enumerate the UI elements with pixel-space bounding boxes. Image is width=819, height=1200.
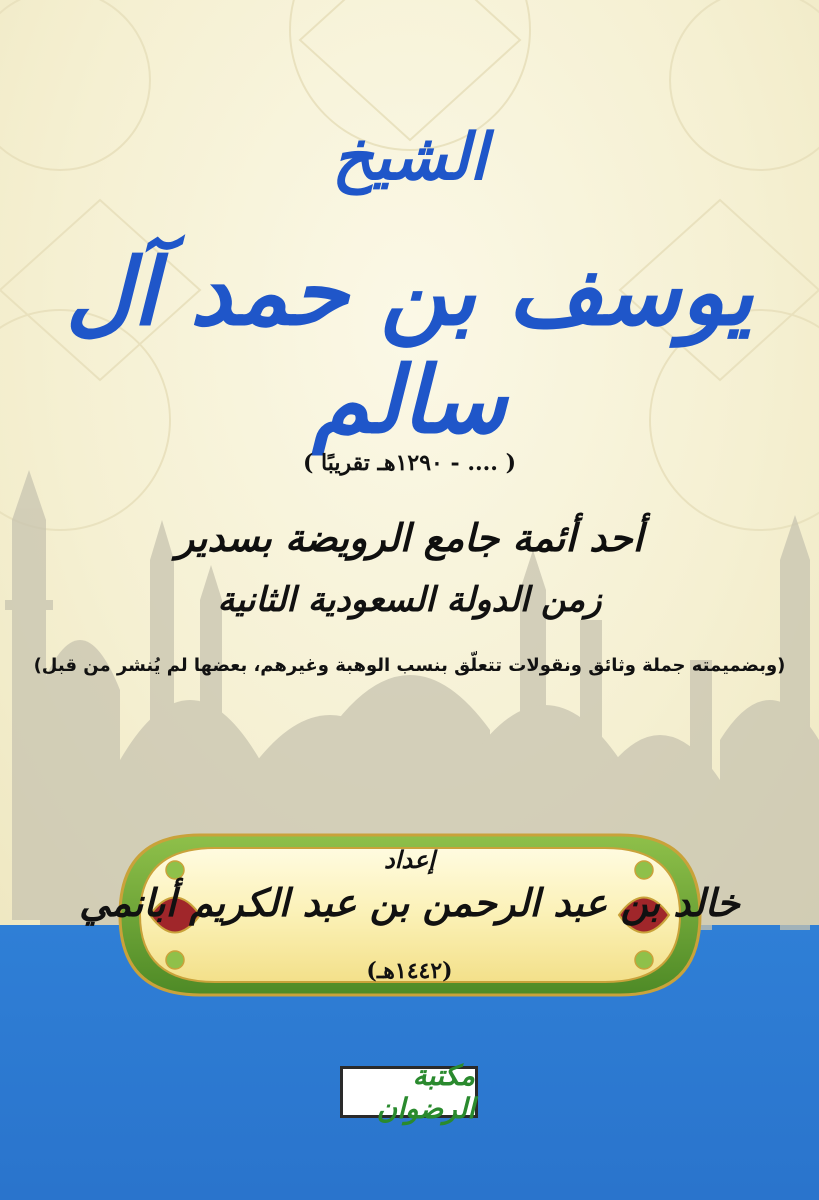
book-title: يوسف بن حمد آل سالم — [65, 238, 754, 454]
prepared-by-label: إعداد — [384, 845, 435, 874]
date-range: ( .... - ١٢٩٠هـ تقريبًا ) — [302, 450, 517, 476]
publisher-logo — [340, 1059, 478, 1125]
publisher-name: مكتبة الرضوان — [376, 1059, 475, 1125]
subtitle-line-2: زمن الدولة السعودية الثانية — [217, 580, 602, 620]
subtitle-line-1: أحد أئمة جامع الرويضة بسدير — [175, 515, 644, 560]
title-prefix: الشيخ — [332, 120, 487, 195]
subtitle-note: (وبضميمته جملة وثائق ونقولات تتعلّق بنسب الوهبة وغيرهم، بعضها لم يُنشر من قبل) — [33, 655, 786, 676]
author-name: خالد بن عبد الرحمن بن عبد الكريم أبانمي — [79, 880, 740, 925]
publication-year: (١٤٤٢هـ) — [366, 958, 453, 984]
